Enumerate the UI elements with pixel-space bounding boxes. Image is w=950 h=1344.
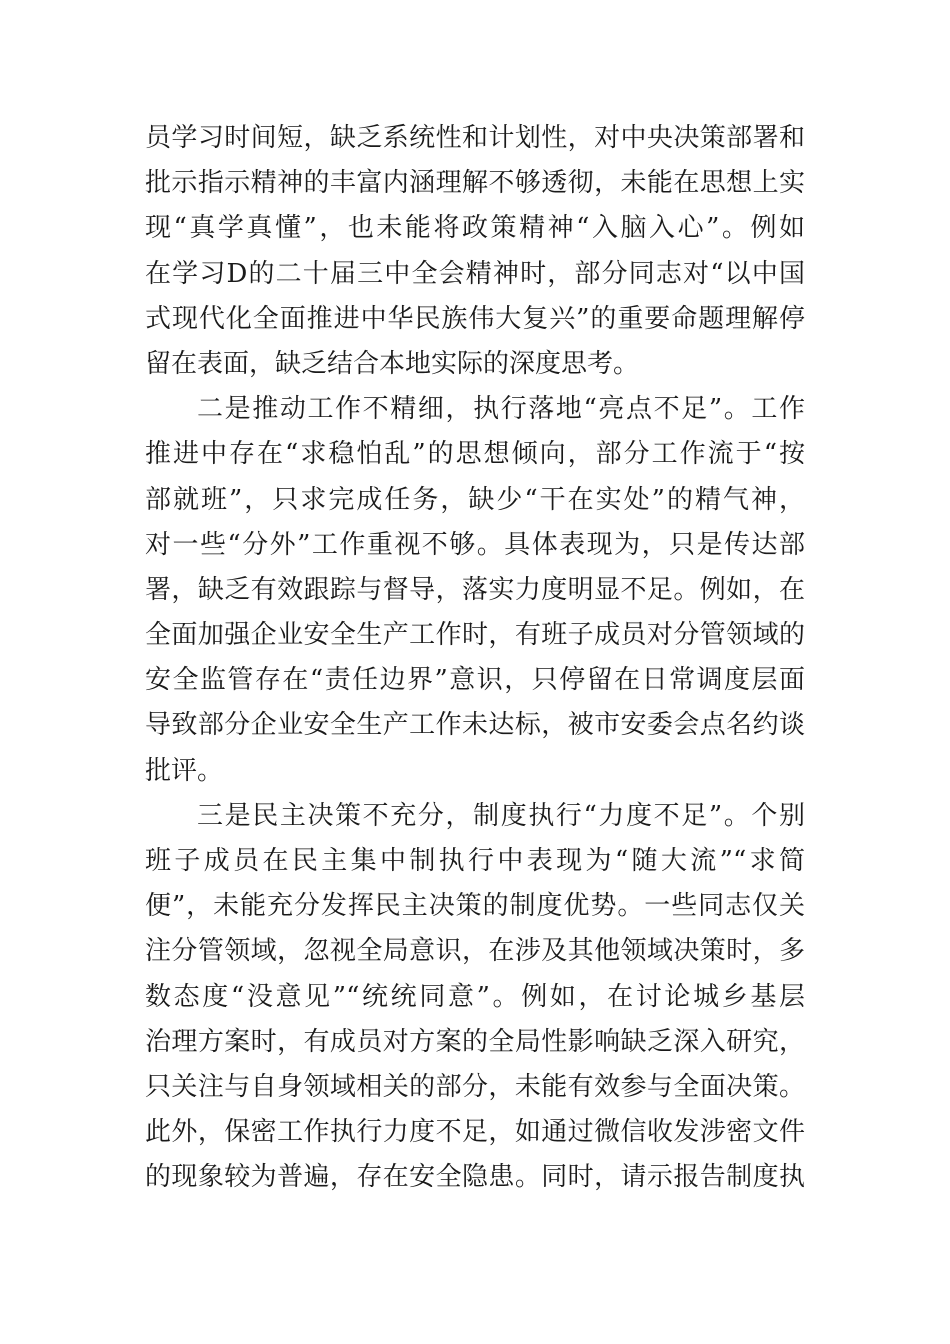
paragraph-2-line-5: 署，缺乏有效跟踪与督导，落实力度明显不足。例如，在 xyxy=(145,574,805,605)
paragraph-2-line-7: 安全监管存在“责任边界”意识，只停留在日常调度层面 xyxy=(145,665,805,696)
paragraph-2-line-2: 推进中存在“求稳怕乱”的思想倾向，部分工作流于“按 xyxy=(145,439,805,470)
paragraph-3-line-2: 班子成员在民主集中制执行中表现为“随大流”“求简 xyxy=(145,846,805,876)
paragraph-2-line-4: 对一些“分外”工作重视不够。具体表现为，只是传达部 xyxy=(145,529,805,560)
paragraph-2-line-3: 部就班”，只求完成任务，缺少“干在实处”的精气神， xyxy=(145,484,805,515)
paragraph-3-line-9: 的现象较为普遍，存在安全隐患。同时，请示报告制度执 xyxy=(145,1162,805,1193)
paragraph-3-line-5: 数态度“没意见”“统统同意”。例如，在讨论城乡基层 xyxy=(145,981,805,1012)
paragraph-2-line-6: 全面加强企业安全生产工作时，有班子成员对分管领域的 xyxy=(145,620,805,651)
paragraph-2-line-8: 导致部分企业安全生产工作未达标，被市安委会点名约谈 xyxy=(145,710,805,741)
paragraph-3-line-1: 三是民主决策不充分，制度执行“力度不足”。个别 xyxy=(197,800,805,831)
paragraph-1-line-5: 式现代化全面推进中华民族伟大复兴”的重要命题理解停 xyxy=(145,303,805,334)
paragraph-3-line-3: 便”，未能充分发挥民主决策的制度优势。一些同志仅关 xyxy=(145,891,805,922)
paragraph-3-line-8: 此外，保密工作执行力度不足，如通过微信收发涉密文件 xyxy=(145,1117,805,1148)
paragraph-1-line-3: 现“真学真懂”，也未能将政策精神“入脑入心”。例如 xyxy=(145,213,805,244)
paragraph-2-line-9: 批评。 xyxy=(145,755,224,786)
paragraph-3-line-6: 治理方案时，有成员对方案的全局性影响缺乏深入研究， xyxy=(145,1026,805,1057)
paragraph-1-line-4: 在学习D的二十届三中全会精神时，部分同志对“以中国 xyxy=(145,258,805,289)
paragraph-1-line-1: 员学习时间短，缺乏系统性和计划性，对中央决策部署和 xyxy=(145,123,805,153)
paragraph-2-line-1: 二是推动工作不精细，执行落地“亮点不足”。工作 xyxy=(197,394,805,425)
body-text xyxy=(145,116,805,1201)
paragraph-3-line-4: 注分管领域，忽视全局意识，在涉及其他领域决策时，多 xyxy=(145,936,805,967)
paragraph-1-line-6: 留在表面，缺乏结合本地实际的深度思考。 xyxy=(145,348,640,379)
paragraph-1-line-2: 批示指示精神的丰富内涵理解不够透彻，未能在思想上实 xyxy=(145,168,805,199)
paragraph-3-line-7: 只关注与自身领域相关的部分，未能有效参与全面决策。 xyxy=(145,1071,805,1102)
